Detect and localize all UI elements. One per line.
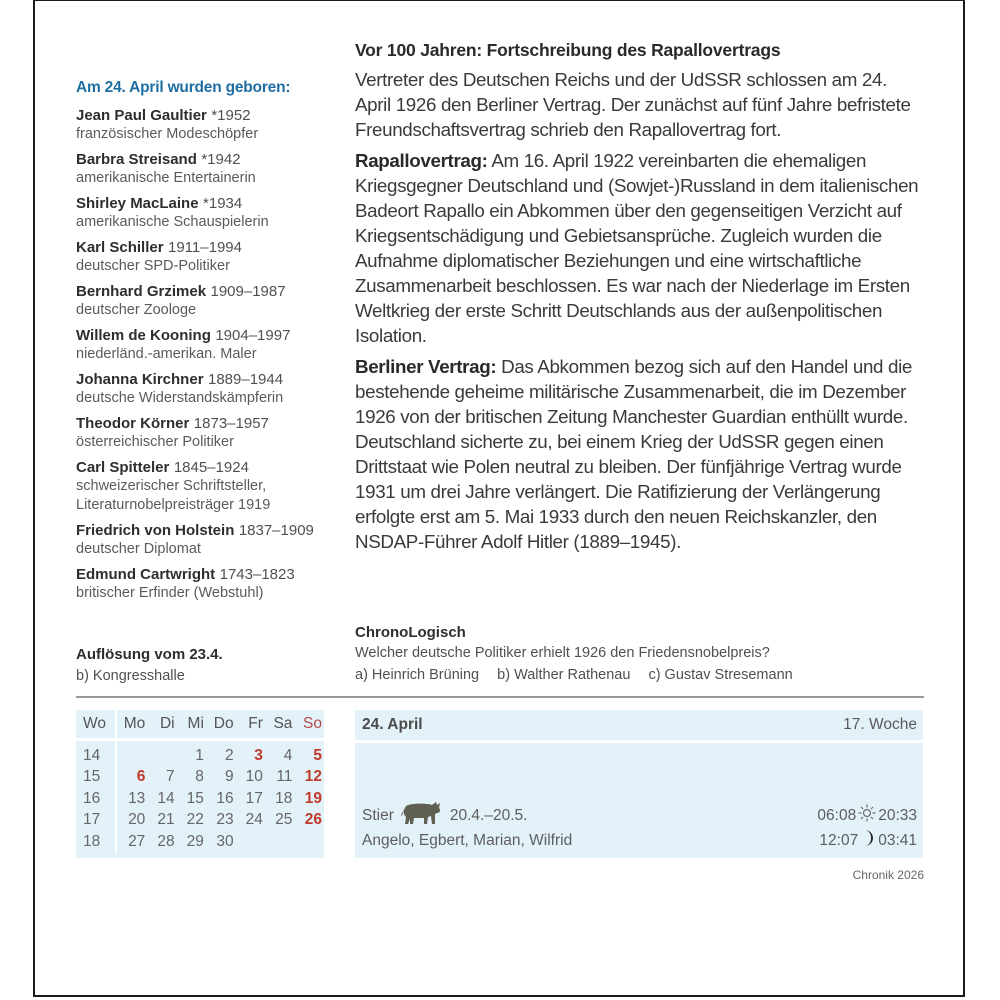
calendar-week-row bbox=[76, 831, 324, 853]
zodiac-range: 20.4.–20.5. bbox=[449, 806, 528, 824]
person-name: Shirley MacLaine bbox=[76, 195, 199, 212]
person-description: schweizerischer Schriftsteller, Literaturnobelpreisträger 1919 bbox=[76, 478, 271, 513]
bull-icon bbox=[400, 800, 444, 831]
calendar-day: 23 bbox=[216, 811, 234, 829]
moon-icon bbox=[860, 829, 876, 852]
person-years: *1952 bbox=[211, 107, 251, 124]
person-years: 1873–1957 bbox=[193, 415, 269, 432]
person-description: britischer Erfinder (Webstuhl) bbox=[76, 585, 264, 601]
person-name: Willem de Kooning bbox=[76, 327, 211, 344]
person-name: Bernhard Grzimek bbox=[76, 283, 207, 300]
calendar-day: 2 bbox=[224, 746, 234, 764]
calendar-day: 20 bbox=[128, 811, 146, 829]
month-calendar bbox=[76, 710, 324, 858]
birth-entry bbox=[76, 370, 346, 408]
person-name: Theodor Körner bbox=[76, 415, 190, 432]
birth-entry bbox=[76, 150, 346, 188]
week-number-cell: 18 bbox=[76, 831, 116, 853]
article-section-rapallo bbox=[355, 148, 925, 348]
chrono-question: Welcher deutsche Politiker erhielt 1926 den Friedensnobelpreis? bbox=[355, 645, 770, 661]
birth-entry bbox=[76, 106, 346, 144]
section-lead: Berliner Vertrag: bbox=[355, 356, 497, 377]
calendar-day: 18 bbox=[275, 789, 293, 807]
person-description: amerikanische Schauspielerin bbox=[76, 214, 269, 230]
calendar-week-row bbox=[76, 788, 324, 810]
weekday-header: Do bbox=[206, 710, 236, 740]
calendar-day: 29 bbox=[186, 832, 204, 850]
day-header bbox=[355, 710, 923, 743]
week-number: 17. Woche bbox=[843, 716, 917, 733]
birth-entry bbox=[76, 282, 346, 320]
weekday-header: Fr bbox=[236, 710, 265, 740]
solution-section bbox=[76, 645, 336, 687]
calendar-week-row bbox=[76, 767, 324, 789]
calendar-day: 30 bbox=[216, 832, 234, 850]
person-years: *1942 bbox=[201, 151, 241, 168]
calendar-day: 25 bbox=[275, 811, 293, 829]
calendar-day: 17 bbox=[245, 789, 263, 807]
person-name: Johanna Kirchner bbox=[76, 371, 204, 388]
calendar-day: 8 bbox=[195, 768, 204, 786]
birth-entry bbox=[76, 194, 346, 232]
calendar-empty-cell bbox=[294, 831, 324, 853]
weekday-header: Di bbox=[147, 710, 176, 740]
moonrise: 12:07 bbox=[819, 831, 859, 849]
article-section-berlin bbox=[355, 354, 925, 554]
calendar-day: 27 bbox=[128, 832, 146, 850]
week-number-cell: 14 bbox=[76, 740, 116, 767]
person-years: 1904–1997 bbox=[215, 327, 291, 344]
person-description: deutscher SPD-Politiker bbox=[76, 258, 230, 274]
person-description: österreichischer Politiker bbox=[76, 434, 234, 450]
calendar-day: 10 bbox=[245, 768, 263, 786]
calendar-day: 15 bbox=[186, 789, 204, 807]
calendar-day: 4 bbox=[283, 746, 293, 764]
chrono-title: ChronoLogisch bbox=[355, 624, 466, 641]
person-years: 1845–1924 bbox=[173, 459, 249, 476]
chrono-option-c: c) Gustav Stresemann bbox=[648, 667, 793, 683]
person-description: amerikanische Entertainerin bbox=[76, 170, 256, 186]
person-description: deutscher Diplomat bbox=[76, 541, 201, 557]
calendar-week-row bbox=[76, 810, 324, 832]
article-intro: Vertreter des Deutschen Reichs und der UdSSR schlossen am 24. April 1926 den Berliner Vertrag. Der zunächst auf fünf Jahre befristete Freundschaftsvertrag schrieb den Rapallovertrag fort. bbox=[355, 69, 911, 140]
person-description: französischer Modeschöpfer bbox=[76, 126, 259, 142]
person-years: 1743–1823 bbox=[219, 566, 295, 583]
calendar-day: 7 bbox=[165, 768, 175, 786]
birth-entry bbox=[76, 565, 346, 603]
section-text: Am 16. April 1922 vereinbarten die ehemaligen Kriegsgegner Deutschland und (Sowjet-)Russland in dem italienischen Badeort Rapallo ein Abkommen über den gegenseitigen Verzicht auf Kriegsentschädigung und Gebietsansprüche. Zugleich wurden die Aufnahme diplomatischer Beziehungen und eine wirtschaftliche Zusammenarbeit beschlossen. Es war nach der Niederlage im Ersten Weltkrieg der erste Schritt Deutschlands aus der außenpolitischen Isolation. bbox=[355, 150, 919, 346]
day-date: 24. April bbox=[362, 716, 423, 733]
week-number-cell: 15 bbox=[76, 767, 116, 789]
calendar-day: 12 bbox=[304, 768, 322, 786]
calendar-day: 11 bbox=[276, 768, 293, 786]
calendar-day: 26 bbox=[304, 811, 322, 829]
chrono-options bbox=[355, 664, 925, 686]
person-years: 1909–1987 bbox=[210, 283, 286, 300]
week-number-cell: 17 bbox=[76, 810, 116, 832]
week-number-cell: 16 bbox=[76, 788, 116, 810]
moonset: 03:41 bbox=[878, 831, 917, 849]
day-panel bbox=[355, 710, 923, 858]
zodiac bbox=[362, 800, 527, 831]
chrono-option-b: b) Walther Rathenau bbox=[497, 667, 631, 683]
solution-title: Auflösung vom 23.4. bbox=[76, 646, 223, 663]
sun-icon bbox=[858, 804, 876, 827]
weekday-header: Mo bbox=[116, 710, 147, 740]
moon-times bbox=[819, 829, 917, 852]
person-description: niederländ.-amerikan. Maler bbox=[76, 346, 257, 362]
person-years: 1837–1909 bbox=[238, 522, 314, 539]
person-name: Carl Spitteler bbox=[76, 459, 170, 476]
calendar-empty-cell bbox=[265, 831, 295, 853]
person-description: deutscher Zoologe bbox=[76, 302, 197, 318]
calendar-day: 9 bbox=[224, 768, 234, 786]
person-years: 1911–1994 bbox=[168, 239, 242, 256]
calendar-day: 24 bbox=[245, 811, 263, 829]
calendar-day: 1 bbox=[195, 746, 204, 764]
person-name: Jean Paul Gaultier bbox=[76, 107, 207, 124]
names-moon-row bbox=[362, 829, 917, 852]
weekday-header: Mi bbox=[177, 710, 206, 740]
name-days: Angelo, Egbert, Marian, Wilfrid bbox=[362, 831, 573, 849]
weekday-header: Sa bbox=[265, 710, 295, 740]
calendar-empty-cell bbox=[147, 740, 176, 767]
weekday-header: So bbox=[294, 710, 324, 740]
sun-times bbox=[817, 804, 917, 827]
zodiac-name: Stier bbox=[362, 806, 394, 824]
births-section bbox=[76, 79, 346, 609]
birth-entry bbox=[76, 326, 346, 364]
calendar-day: 21 bbox=[157, 811, 175, 829]
section-lead: Rapallovertrag: bbox=[355, 150, 488, 171]
birth-entry bbox=[76, 521, 346, 559]
births-title: Am 24. April wurden geboren: bbox=[76, 79, 291, 96]
birth-entry bbox=[76, 414, 346, 452]
section-text: Das Abkommen bezog sich auf den Handel und die bestehende geheime militärische Zusammenarbeit, die im Dezember 1926 von der britischen Zeitung Manchester Guardian enthüllt wurde. Deutschland sicherte zu, bei einem Krieg der UdSSR gegen einen Drittstaat wie Polen neutral zu bleiben. Der fünfjährige Vertrag wurde 1931 um drei Jahre verlängert. Die Ratifizierung der Verlängerung erfolgte erst am 5. Mai 1933 durch den neuen Reichskanzler, den NSDAP-Führer Adolf Hitler (1889–1945). bbox=[355, 356, 913, 552]
calendar-day: 28 bbox=[157, 832, 175, 850]
sunrise: 06:08 bbox=[817, 806, 857, 824]
calendar-day: 16 bbox=[216, 789, 234, 807]
births-list bbox=[76, 106, 346, 603]
calendar-day: 19 bbox=[304, 789, 322, 807]
person-description: deutsche Widerstandskämpferin bbox=[76, 390, 284, 406]
chrono-quiz bbox=[355, 623, 925, 686]
divider bbox=[76, 696, 924, 698]
footer-label: Chronik 2026 bbox=[852, 868, 924, 882]
calendar-day: 22 bbox=[186, 811, 204, 829]
calendar-day: 6 bbox=[136, 768, 146, 786]
person-years: *1934 bbox=[203, 195, 243, 212]
sunset: 20:33 bbox=[878, 806, 917, 824]
person-name: Edmund Cartwright bbox=[76, 566, 216, 583]
calendar-day: 5 bbox=[313, 746, 322, 764]
person-name: Karl Schiller bbox=[76, 239, 164, 256]
calendar-empty-cell bbox=[236, 831, 265, 853]
calendar-empty-cell bbox=[116, 740, 147, 767]
chrono-option-a: a) Heinrich Brüning bbox=[355, 667, 480, 683]
birth-entry bbox=[76, 458, 346, 515]
article-title: Vor 100 Jahren: Fortschreibung des Rapallovertrags bbox=[355, 40, 781, 60]
zodiac-sun-row bbox=[362, 800, 917, 831]
person-years: 1889–1944 bbox=[207, 371, 284, 388]
birth-entry bbox=[76, 238, 346, 276]
calendar-header-row bbox=[76, 710, 324, 740]
person-name: Barbra Streisand bbox=[76, 151, 197, 168]
calendar-day: 13 bbox=[128, 789, 146, 807]
person-name: Friedrich von Holstein bbox=[76, 522, 235, 539]
calendar-day: 3 bbox=[254, 746, 263, 764]
solution-answer: b) Kongresshalle bbox=[76, 668, 185, 684]
calendar-week-row bbox=[76, 740, 324, 767]
article bbox=[355, 40, 925, 560]
calendar-day: 14 bbox=[157, 789, 175, 807]
calendar-grid bbox=[76, 710, 324, 853]
weekday-header: Wo bbox=[76, 710, 116, 740]
